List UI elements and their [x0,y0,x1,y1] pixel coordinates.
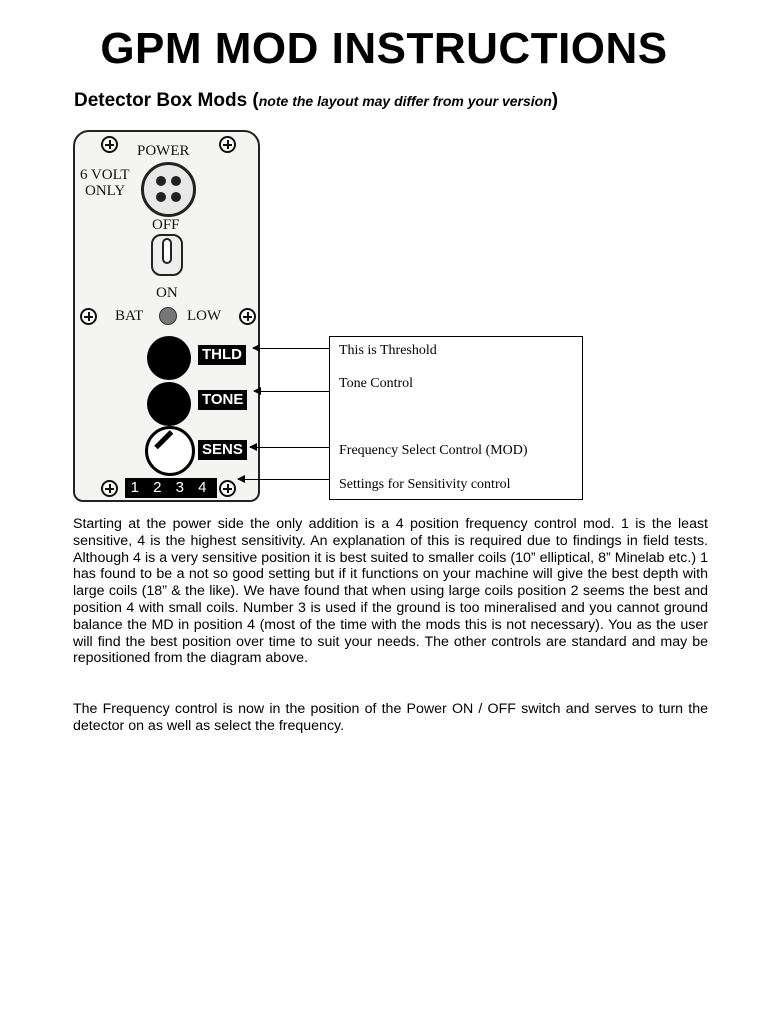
callout-frequency: Frequency Select Control (MOD) [339,443,528,458]
on-label: ON [156,285,178,301]
off-label: OFF [152,217,180,233]
battery-led-icon [159,307,177,325]
callout-threshold: This is Threshold [339,343,437,358]
screw-icon [101,480,118,497]
page-title: GPM MOD INSTRUCTIONS [100,24,668,73]
power-socket-icon [141,162,196,217]
callout-tone: Tone Control [339,376,414,391]
screw-icon [219,136,236,153]
low-label: LOW [187,308,222,324]
callout-sensitivity: Settings for Sensitivity control [339,477,511,492]
callout-box [329,336,583,500]
section-heading [74,90,558,112]
toggle-switch-icon [151,234,183,276]
arrow-to-sens [250,447,329,448]
section-heading-text: Detector Box Mods ( [74,90,259,111]
body-paragraph-2: The Frequency control is now in the position of the Power ON / OFF switch and serves to turn the detector on as well as select the frequency. [73,701,708,734]
section-heading-close: ) [551,90,559,111]
screw-icon [101,136,118,153]
arrow-to-positions [238,479,329,480]
bat-label: BAT [115,308,144,324]
screw-icon [219,480,236,497]
tone-knob-icon [147,382,191,426]
arrow-to-tone [254,391,329,392]
body-paragraph-1: Starting at the power side the only addition is a 4 position frequency control mod. 1 is the least sensitive, 4 is the highest sensitivity. An explanation of this is required due to findings in field tests. Although 4 is a very sensitive position it is best suited to smaller coils (10” elliptical, 8” Minelab etc.) 1 has found to be a not so good setting but if it functions on your machine will give the best depth with large coils (18” & the like). We have found that when using large coils position 2 seems the best and position 4 with small coils. Number 3 is used if the ground is too mineralised and you cannot ground balance the MD in position 4 (most of the time with the mods this is not necessary). You as the user will find the best position over time to suit your needs. The other controls are standard and may be repositioned from the diagram above. [73,516,708,667]
sens-knob-icon [145,426,195,476]
voltage-label-line2: ONLY [85,183,126,199]
thld-label: THLD [198,345,246,365]
threshold-knob-icon [147,336,191,380]
arrow-to-thld [253,348,329,349]
screw-icon [239,308,256,325]
detector-panel-diagram [73,130,260,502]
power-label: POWER [137,143,190,159]
voltage-label-line1: 6 VOLT [80,167,130,183]
frequency-positions-label: 1 2 3 4 [125,478,217,498]
layout-note: note the layout may differ from your version [258,93,552,109]
tone-label: TONE [198,390,247,410]
sens-label: SENS [198,440,247,460]
screw-icon [80,308,97,325]
